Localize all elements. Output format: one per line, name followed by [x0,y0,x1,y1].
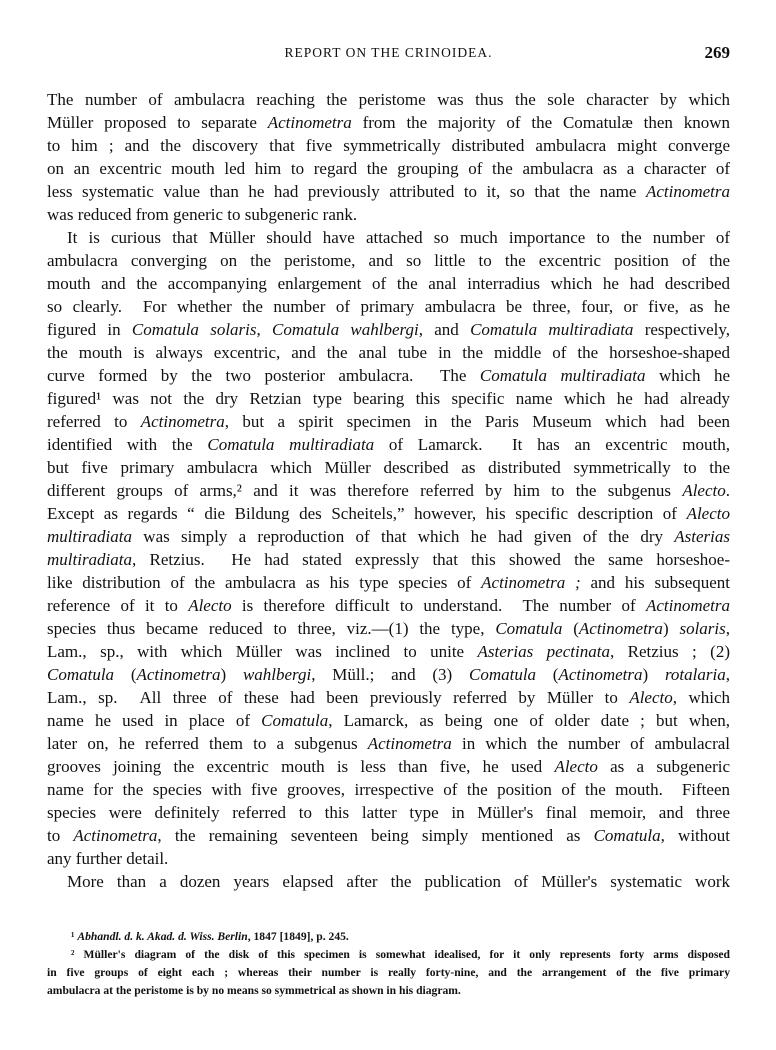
text-line [47,272,730,295]
text-segment: and his subsequent [580,573,731,592]
italic-text: Comatula [468,665,537,684]
text-line [47,341,730,364]
text-segment: , 1847 [1849], p. 245. [247,930,349,943]
text-line [47,295,730,318]
text-segment: , the remaining seventeen being simply mentioned as [157,826,594,845]
text-segment: species were definitely referred to this latter type in Müller's final memoir, and three [47,803,730,822]
text-segment: any further detail. [47,849,169,868]
text-segment: in five groups of eight each ; whereas their number is really forty-nine, and the arrangement of the five primary [47,966,730,979]
text-line [47,686,730,709]
text-line [47,502,730,525]
text-line [47,617,730,640]
text-segment: , without [660,826,730,845]
text-line [47,203,730,226]
text-segment: , [725,665,730,684]
text-segment: name he used in place of [47,711,262,730]
text-segment: ) [220,665,243,684]
text-segment: the mouth is always excentric, and the anal tube in the middle of the horseshoe-shaped [47,343,730,362]
italic-text: Asterias [674,527,730,546]
text-line [47,525,730,548]
text-line [47,824,730,847]
text-segment: like distribution of the ambulacra as his type species of [47,573,482,592]
italic-text: Comatula wahlbergi [272,320,419,339]
text-segment: . [725,481,730,500]
text-segment: curve formed by the two posterior ambulacra. The [47,366,480,385]
italic-text: Alecto [554,757,598,776]
text-segment: in which the number of ambulacral [451,734,731,753]
italic-text: multiradiata [47,527,133,546]
text-segment: ¹ [71,930,78,943]
text-line [47,364,730,387]
text-segment: which he [645,366,730,385]
text-segment: , Lamarck, as being one of older date ; but when, [328,711,730,730]
italic-text: wahlbergi [242,665,312,684]
text-segment: identified with the [47,435,208,454]
italic-text: Actinometra [578,619,663,638]
text-line [47,226,730,249]
paragraph [47,88,730,226]
text-segment: Except as regards “ die Bildung des Scheitels,” however, his specific description of [47,504,687,523]
text-segment: , Müll.; and (3) [311,665,469,684]
text-segment: , Retzius ; (2) [609,642,731,661]
text-line [47,111,730,134]
text-line [47,134,730,157]
text-line [47,964,730,982]
italic-text: Actinometra [73,826,158,845]
text-segment: is therefore difficult to understand. The number of [231,596,646,615]
italic-text: Actinometra [367,734,452,753]
text-line [47,709,730,732]
italic-text: Comatula [47,665,115,684]
italic-text: rotalaria [664,665,726,684]
text-line [47,180,730,203]
text-segment: different groups of arms,² and it was therefore referred by him to the subgenus [47,481,683,500]
italic-text: Asterias pectinata [477,642,610,661]
italic-text: Actinometra [645,596,730,615]
italic-text: Comatula [261,711,329,730]
text-line [47,755,730,778]
italic-text: Comatula [495,619,563,638]
italic-text: Alecto [188,596,232,615]
text-line [47,548,730,571]
italic-text: Actinometra [558,665,643,684]
footnotes [47,928,730,1000]
text-segment: ( [114,665,137,684]
text-line [47,479,730,502]
text-line [47,387,730,410]
italic-text: Alecto [686,504,730,523]
text-segment: later on, he referred them to a subgenus [47,734,368,753]
paragraph [47,870,730,893]
text-line [47,249,730,272]
text-segment: species thus became reduced to three, viz.—(1) the type, [47,619,496,638]
text-segment: figured¹ was not the dry Retzian type bearing this specific name which he had already [47,389,730,408]
text-segment: Müller proposed to separate [47,113,268,132]
text-line [47,640,730,663]
text-segment: mouth and the accompanying enlargement of the anal interradius which he had described [47,274,730,293]
text-line [47,456,730,479]
text-segment: as a subgeneric [597,757,731,776]
italic-text: Comatula multiradiata [479,366,646,385]
italic-text: multiradiata [47,550,133,569]
text-segment: More than a dozen years elapsed after the publication of Müller's systematic work [67,872,730,891]
italic-text: Actinometra [267,113,352,132]
text-segment: on an excentric mouth led him to regard the grouping of the ambulacra as a character of [47,159,730,178]
text-segment: grooves joining the excentric mouth is less than five, he used [47,757,555,776]
text-line [47,433,730,456]
text-segment: ambulacra at the peristome is by no means so symmetrical as shown in his diagram. [47,984,461,997]
text-line [47,982,730,1000]
text-segment: , which [672,688,731,707]
text-segment: reference of it to [47,596,189,615]
text-segment: was simply a reproduction of that which he had given of the dry [132,527,675,546]
text-line [47,801,730,824]
text-line [47,663,730,686]
text-segment: , [725,619,730,638]
text-segment: so clearly. For whether the number of primary ambulacra be three, four, or five, as he [47,297,730,316]
text-line [47,870,730,893]
text-segment: It is curious that Müller should have attached so much importance to the number of [67,228,730,247]
text-segment: Lam., sp. All three of these had been previously referred by Müller to [47,688,630,707]
text-line [47,847,730,870]
footnote [47,928,730,946]
italic-text: Comatula multiradiata [207,435,375,454]
text-segment: ² Müller's diagram of the disk of this specimen is somewhat idealised, for it only represents forty arms disposed [71,948,730,961]
italic-text: Comatula solaris [131,320,257,339]
text-line [47,778,730,801]
text-line [47,571,730,594]
italic-text: solaris [679,619,726,638]
text-segment: referred to [47,412,141,431]
italic-text: Alecto [682,481,726,500]
text-segment: ambulacra converging on the peristome, and so little to the excentric position of the [47,251,730,270]
italic-text: Abhandl. d. k. Akad. d. Wiss. Berlin [77,930,248,943]
text-line [47,410,730,433]
text-segment: but five primary ambulacra which Müller described as distributed symmetrically to the [47,458,730,477]
italic-text: Actinometra [645,182,730,201]
text-segment: less systematic value than he had previously attributed to it, so that the name [47,182,646,201]
text-segment: ( [536,665,559,684]
text-segment: of Lamarck. It has an excentric mouth, [374,435,730,454]
text-segment: , but a spirit specimen in the Paris Museum which had been [224,412,730,431]
italic-text: Alecto [629,688,673,707]
text-segment: from the majority of the Comatulæ then known [351,113,731,132]
footnote [47,946,730,1000]
text-line [47,594,730,617]
text-segment: ) [642,665,665,684]
text-line [47,157,730,180]
paragraph [47,226,730,870]
text-line [47,928,730,946]
text-segment: respectively, [633,320,730,339]
text-line [47,318,730,341]
text-line [47,946,730,964]
text-line [47,88,730,111]
text-segment: , and [418,320,471,339]
italic-text: Actinometra [140,412,225,431]
text-segment: , [256,320,273,339]
italic-text: Comatula multiradiata [470,320,634,339]
page-number: 269 [704,43,730,62]
running-header [47,45,730,65]
text-segment: ) [662,619,680,638]
running-title: REPORT ON THE CRINOIDEA. [284,45,493,60]
text-segment: figured in [47,320,132,339]
text-segment: The number of ambulacra reaching the peristome was thus the sole character by which [47,90,730,109]
italic-text: Comatula [593,826,661,845]
italic-text: Actinometra [136,665,221,684]
text-segment: to him ; and the discovery that five symmetrically distributed ambulacra might converge [47,136,730,155]
text-segment: was reduced from generic to subgeneric rank. [47,205,358,224]
text-segment: to [47,826,74,845]
text-segment: name for the species with five grooves, irrespective of the position of the mouth. Fifteen [47,780,730,799]
text-line [47,732,730,755]
body-text [47,88,730,893]
text-segment: , Retzius. He had stated expressly that this showed the same horseshoe- [132,550,730,569]
text-segment: Lam., sp., with which Müller was inclined to unite [47,642,478,661]
italic-text: Actinometra ; [481,573,581,592]
text-segment: ( [562,619,579,638]
